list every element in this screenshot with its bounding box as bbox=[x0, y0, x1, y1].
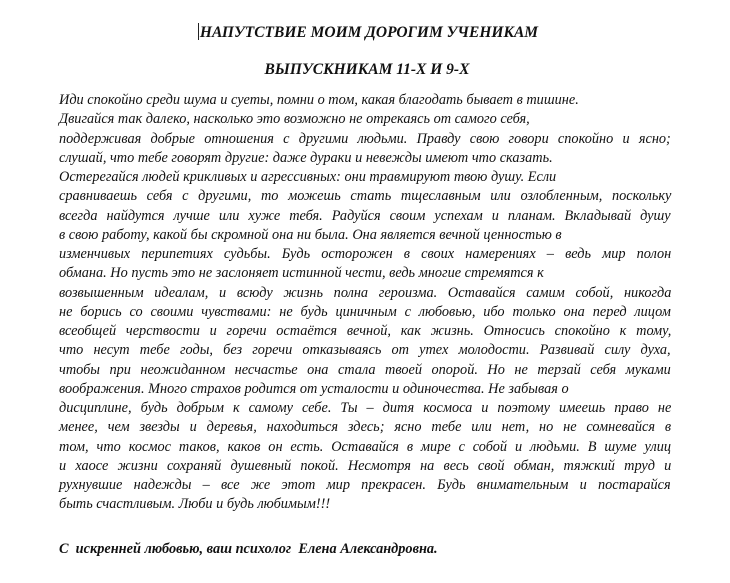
text-cursor bbox=[198, 23, 199, 40]
signature: С искренней любовью, ваш психолог Елена Александровна. bbox=[59, 541, 438, 557]
body-line: сравниваешь себя с другими, то можешь стать тщеславным или озлобленным, поскольку bbox=[59, 188, 672, 205]
body-line: том, что космос таков, каков он есть. Оставайся в мире с собой и людьми. В шуме улиц bbox=[59, 438, 672, 455]
title-line-2: ВЫПУСКНИКАМ 11-Х И 9-Х bbox=[264, 61, 470, 78]
body-line: возвышенным идеалам, и всюду жизнь полна героизма. Оставайся самим собой, никогда bbox=[59, 284, 672, 301]
body-line: быть счастливым. Люби и будь любимым!!! bbox=[59, 496, 331, 513]
body-line: изменчивых перипетиях судьбы. Будь осторожен в своих намерениях – ведь мир полон bbox=[59, 246, 672, 262]
body-line: менее, чем звезды и деревья, находиться здесь; ясно тебе или нет, но не сомневайся в bbox=[59, 419, 672, 436]
body-line: Двигайся так далеко, насколько это возможно не отрекаясь от самого себя, bbox=[59, 111, 530, 128]
body-line: Иди спокойно среди шума и суеты, помни о том, какая благодать бывает в тишине. bbox=[59, 92, 579, 108]
body-line: Остерегайся людей крикливых и агрессивных: они травмируют твою душу. Если bbox=[59, 169, 557, 185]
body-line: слушай, что тебе говорят другие: даже дураки и невежды имеют что сказать. bbox=[59, 149, 553, 166]
body-line: что несут тебе годы, без горечи отказываясь от утех молодости. Развивай силу духа, bbox=[59, 342, 671, 359]
body-line: воображения. Много страхов родится от усталости и одиночества. Не забывая о bbox=[59, 380, 569, 397]
title-line-1-text: НАПУТСТВИЕ МОИМ ДОРОГИМ УЧЕНИКАМ bbox=[199, 24, 539, 41]
body-line: всеобщей черствости и горечи остаётся вечной, как жизнь. Относись спокойно к тому, bbox=[59, 323, 672, 339]
body-line: и хаосе жизни сохраняй душевный покой. Несмотря на весь свой обман, тяжкий труд и bbox=[59, 457, 672, 474]
body-line: рухнувшие надежды – все же этот мир прекрасен. Будь внимательным и постарайся bbox=[59, 477, 671, 493]
body-line: поддерживая добрые отношения с другими людьми. Правду свою говори спокойно и ясно; bbox=[59, 130, 671, 147]
title-line-1 bbox=[3, 23, 730, 43]
body-line: не борись со своими чувствами: не будь циничным с любовью, ибо только она перед лицом bbox=[59, 303, 671, 320]
body-line: обмана. Но пусть это не заслоняет истинной чести, ведь многие стремятся к bbox=[59, 265, 544, 282]
body-line: в свою работу, какой бы скромной она ни была. Она является вечной ценностью в bbox=[59, 226, 562, 243]
body-line: чтобы при неожиданном несчастье она стала твоей опорой. Но не терзай себя муками bbox=[59, 361, 671, 378]
body-line: дисциплине, будь добрым к самому себе. Ты – дитя космоса и поэтому имеешь право не bbox=[59, 400, 672, 416]
body-line: всегда найдутся лучше или хуже тебя. Радуйся своим успехам и планам. Вкладывай душу bbox=[59, 207, 671, 224]
